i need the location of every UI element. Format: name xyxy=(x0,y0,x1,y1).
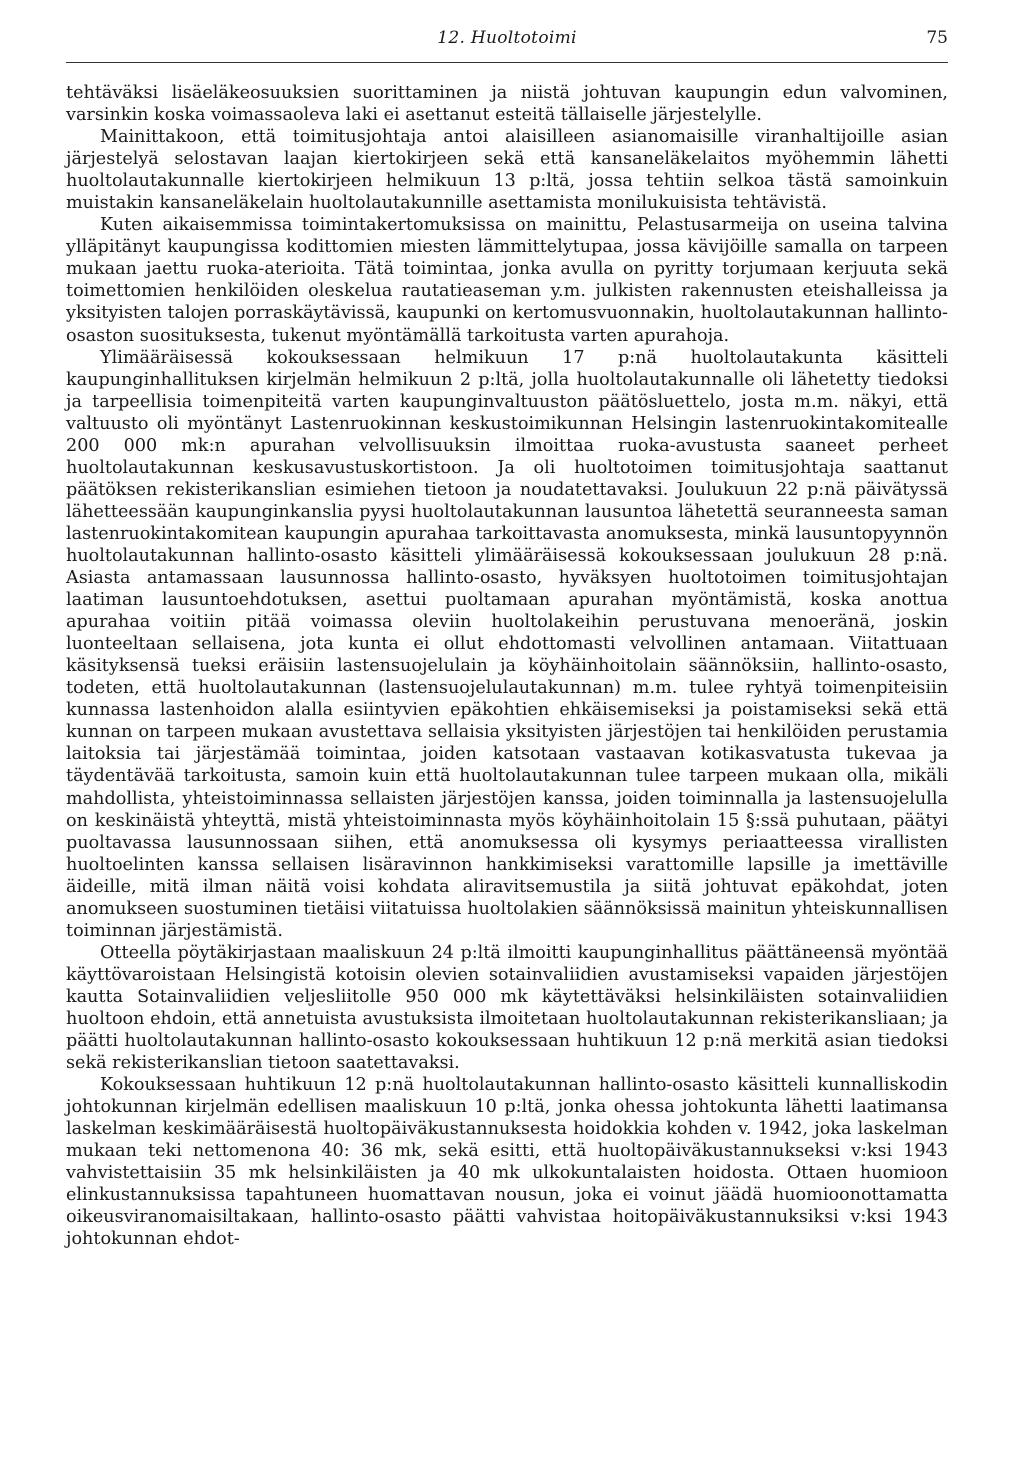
paragraph: Kuten aikaisemmissa toimintakertomuksissa on mainittu, Pelastusarmeija on useina talvina ylläpitänyt kaupungissa kodittomien miesten lämmittelytupaa, jossa kävijöille samalla on tarpeen mukaan jaettu ruoka-aterioita. Tätä toimintaa, jonka avulla on pyritty torjumaan kerjuuta sekä toimettomien henkilöiden oleskelua rautatieaseman y.m. julkisten rakennusten eteishalleissa ja yksityisten talojen porraskäytävissä, kaupunki on kertomusvuonnakin, huoltolautakunnan hallinto-osaston suosituksesta, tukenut myöntämällä tarkoitusta varten apurahoja. xyxy=(66,215,948,346)
header-rule xyxy=(66,62,948,63)
paragraph: Ylimääräisessä kokouksessaan helmikuun 17 p:nä huoltolautakunta käsitteli kaupunginhallituksen kirjelmän helmikuun 2 p:ltä, jolla huoltolautakunnalle oli lähetetty tiedoksi ja tarpeellisia toimenpiteitä varten kaupunginvaltuuston päätösluettelo, josta m.m. näkyi, että valtuusto oli myöntänyt Lastenruokinnan keskustoimikunnan Helsingin lastenruokintakomitealle 200 000 mk:n apurahan velvollisuuksin ilmoittaa ruoka-avustusta saaneet perheet huoltolautakunnan keskusavustuskortistoon. Ja oli huoltotoimen toimitusjohtaja saattanut päätöksen rekisterikanslian esimiehen tietoon ja noudatettavaksi. Joulukuun 22 p:nä päivätyssä lähetteessään kaupunginkanslia pyysi huoltolautakunnan lausuntoa lähetettä seuranneesta saman lastenruokintakomitean kaupungin apurahaa tarkoittavasta anomuksesta, minkä lausuntopyynnön huoltolautakunnan hallinto-osasto käsitteli ylimääräisessä kokouksessaan joulukuun 28 p:nä. Asiasta antamassaan lausunnossa hallinto-osasto, hyväksyen huoltotoimen toimitusjohtajan laatiman lausuntoehdotuksen, asettui puoltamaan apurahan myöntämistä, koska anottua apurahaa voitiin pitää voimassa oleviin huoltolakeihin perustuvana menoeränä, joskin luonteeltaan sellaisena, jota kunta ei ollut ehdottomasti velvollinen antamaan. Viitattuaan käsityksensä tueksi eräisiin lastensuojelulain ja köyhäinhoitolain säännöksiin, hallinto-osasto, todeten, että huoltolautakunnan (lastensuojelulautakunnan) m.m. tulee ryhtyä toimenpiteisiin kunnassa lastenhoidon alalla esiintyvien epäkohtien ehkäisemiseksi ja poistamiseksi sekä että kunnan on tarpeen mukaan avustettava sellaisia yksityisten järjestöjen tai henkilöiden perustamia laitoksia tai järjestämää toimintaa, joiden katsotaan vastaavan kotikasvatusta tukevaa ja täydentävää tarkoitusta, samoin kuin että huoltolautakunnan tulee tarpeen mukaan olla, mikäli mahdollista, yhteistoiminnassa sellaisten järjestöjen kanssa, joiden toiminnalla ja lastensuojelulla on keskinäistä yhteyttä, mistä yhteistoiminnasta myös köyhäinhoitolain 15 §:ssä puhutaan, päätyi puoltavassa lausunnossaan siihen, että anomuksessa oli kysymys periaatteessa virallisten huoltoelinten kanssa sellaisen lisäravinnon hankkimiseksi varattomille lapsille ja imettäville äideille, mitä ilman näitä voisi kohdata aliravitsemustila ja siitä johtuvat epäkohdat, joten anomukseen suostuminen tietäisi viitatuissa huoltolakien säännöksissä mainitun yhteiskunnallisen toiminnan järjestämistä. xyxy=(66,347,948,941)
page-number: 75 xyxy=(926,28,948,48)
paragraph: tehtäväksi lisäeläkeosuuksien suorittaminen ja niistä johtuvan kaupungin edun valvominen, varsinkin koska voimassaoleva laki ei asettanut esteitä tällaiselle järjestelylle. xyxy=(66,83,948,126)
running-title: 12. Huoltotoimi xyxy=(437,28,577,48)
running-header xyxy=(66,28,948,58)
paragraph: Mainittakoon, että toimitusjohtaja antoi alaisilleen asianomaisille viranhaltijoille asian järjestelyä selostavan laajan kiertokirjeen sekä että kansaneläkelaitos myöhemmin lähetti huoltolautakunnalle kiertokirjeen helmikuun 13 p:ltä, jossa tehtiin selkoa tästä samoinkuin muistakin kansaneläkelain huoltolautakunnille asettamista monilukuisista tehtävistä. xyxy=(66,127,948,214)
body-text xyxy=(66,82,948,1250)
document-page xyxy=(66,28,948,1250)
paragraph: Otteella pöytäkirjastaan maaliskuun 24 p:ltä ilmoitti kaupunginhallitus päättäneensä myöntää käyttövaroistaan Helsingistä kotoisin olevien sotainvaliidien avustamiseksi vapaiden järjestöjen kautta Sotainvaliidien veljesliitolle 950 000 mk käytettäväksi helsinkiläisten sotainvaliidien huoltoon ehdoin, että annetuista avustuksista ilmoitetaan huoltolautakunnan rekisterikansliaan; ja päätti huoltolautakunnan hallinto-osasto kokouksessaan huhtikuun 12 p:nä merkitä asian tiedoksi sekä rekisterikanslian tietoon saatettavaksi. xyxy=(66,942,948,1074)
paragraph: Kokouksessaan huhtikuun 12 p:nä huoltolautakunnan hallinto-osasto käsitteli kunnalliskodin johtokunnan kirjelmän edellisen maaliskuun 10 p:ltä, jonka ohessa johtokunta lähetti laatimansa laskelman keskimääräisestä huoltopäiväkustannuksesta hoidokkia kohden v. 1942, joka laskelman mukaan teki nettomenona 40: 36 mk, sekä esitti, että huoltopäiväkustannukseksi v:ksi 1943 vahvistettaisiin 35 mk helsinkiläisten ja 40 mk ulkokuntalaisten hoidosta. Ottaen huomioon elinkustannuksissa tapahtuneen huomattavan nousun, joka ei voinut jäädä huomioonottamatta oikeusviranomaisiltakaan, hallinto-osasto päätti vahvistaa hoitopäiväkustannuksiksi v:ksi 1943 johtokunnan ehdot- xyxy=(66,1075,948,1250)
